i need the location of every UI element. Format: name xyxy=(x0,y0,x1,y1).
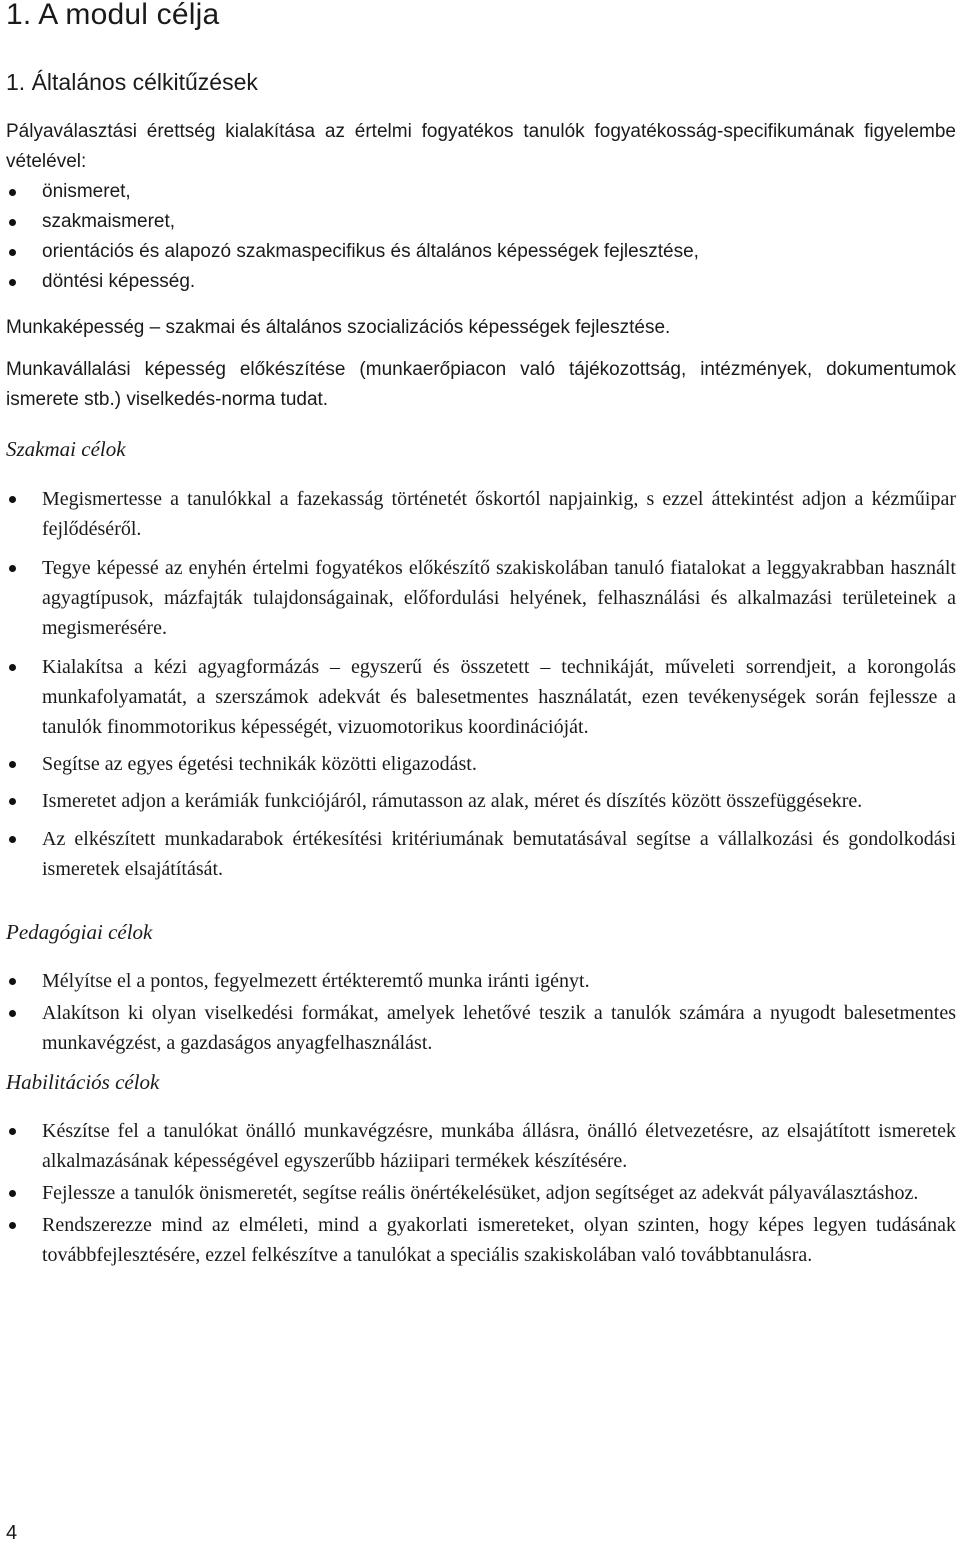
list-item: Megismertesse a tanulókkal a fazekasság történetét őskortól napjainkig, s ezzel áttekintést adjon a kézműipar fejlődéséről. xyxy=(6,484,956,544)
employment-paragraph: Munkavállalási képesség előkészítése (munkaerőpiacon való tájékozottság, intézmények, dokumentumok ismerete stb.) viselkedés-norma tudat. xyxy=(6,359,956,410)
bullet-icon xyxy=(9,761,16,768)
bullet-icon xyxy=(9,1222,16,1229)
bullet-icon xyxy=(9,189,16,196)
page-heading: 1. A modul célja xyxy=(6,0,220,31)
list-item: orientációs és alapozó szakmaspecifikus és általános képességek fejlesztése, xyxy=(6,237,956,267)
habilitation-goals-block xyxy=(6,1116,956,1270)
list-item: szakmaismeret, xyxy=(6,207,956,237)
bullet-icon xyxy=(9,798,16,805)
habilitation-goals-label: Habilitációs célok xyxy=(6,1070,160,1094)
habilitation-goals-list xyxy=(6,1116,956,1270)
list-item: Alakítson ki olyan viselkedési formákat, amelyek lehetővé teszik a tanulók számára a nyugodt balesetmentes munkavégzést, a gazdaságos anyagfelhasználást. xyxy=(6,998,956,1058)
list-item: Az elkészített munkadarabok értékesítési kritériumának bemutatásával segítse a vállalkozási és gondolkodási ismeretek elsajátítását. xyxy=(6,824,956,884)
intro-bullet-list xyxy=(6,177,956,297)
professional-goals-label: Szakmai célok xyxy=(6,437,126,461)
section-heading: 1. Általános célkitűzések xyxy=(6,69,258,95)
pedagogical-goals-label: Pedagógiai célok xyxy=(6,920,153,944)
bullet-icon xyxy=(9,249,16,256)
list-item: Tegye képessé az enyhén értelmi fogyatékos előkészítő szakiskolában tanuló fiatalokat a leggyakrabban használt agyagtípusok, mázfajták tulajdonságainak, előfordulási helyének, felhasználási és alkalmazási területeinek a megismerésére. xyxy=(6,553,956,643)
list-item: döntési képesség. xyxy=(6,267,956,297)
bullet-icon xyxy=(9,565,16,572)
bullet-icon xyxy=(9,1128,16,1135)
pedagogical-goals-list xyxy=(6,966,956,1058)
professional-goals-list xyxy=(6,484,956,884)
work-ability-paragraph: Munkaképesség – szakmai és általános szocializációs képességek fejlesztése. xyxy=(6,317,671,338)
bullet-icon xyxy=(9,219,16,226)
intro-block xyxy=(6,117,956,297)
list-item: Kialakítsa a kézi agyagformázás – egyszerű és összetett – technikáját, műveleti sorrendjeit, a korongolás munkafolyamatát, a szerszámok adekvát és balesetmentes használatát, ezen tevékenységek során fejlessze a tanulók finommotorikus képességét, vizuomotorikus koordinációját. xyxy=(6,652,956,742)
bullet-icon xyxy=(9,978,16,985)
bullet-icon xyxy=(9,664,16,671)
bullet-icon xyxy=(9,1190,16,1197)
bullet-icon xyxy=(9,1010,16,1017)
list-item: Ismeretet adjon a kerámiák funkciójáról, rámutasson az alak, méret és díszítés között összefüggésekre. xyxy=(6,786,956,816)
page-number: 4 xyxy=(6,1522,18,1544)
professional-goals-block xyxy=(6,484,956,884)
intro-paragraph: Pályaválasztási érettség kialakítása az értelmi fogyatékos tanulók fogyatékosság-specifikumának figyelembe vételével: xyxy=(6,121,956,172)
list-item: Rendszerezze mind az elméleti, mind a gyakorlati ismereteket, olyan szinten, hogy képes legyen tudásának továbbfejlesztésére, ezzel felkészítve a tanulókat a speciális szakiskolában való továbbtanulásra. xyxy=(6,1210,956,1270)
list-item: Mélyítse el a pontos, fegyelmezett értékteremtő munka iránti igényt. xyxy=(6,966,956,996)
bullet-icon xyxy=(9,836,16,843)
list-item: Fejlessze a tanulók önismeretét, segítse reális önértékelésüket, adjon segítséget az adekvát pályaválasztáshoz. xyxy=(6,1178,956,1208)
pedagogical-goals-block xyxy=(6,966,956,1058)
list-item: Készítse fel a tanulókat önálló munkavégzésre, munkába állásra, önálló életvezetésre, az elsajátított ismeretek alkalmazásának képességével egyszerűbb háziipari termékek készítésére. xyxy=(6,1116,956,1176)
list-item: önismeret, xyxy=(6,177,956,207)
bullet-icon xyxy=(9,496,16,503)
bullet-icon xyxy=(9,279,16,286)
list-item: Segítse az egyes égetési technikák közötti eligazodást. xyxy=(6,749,956,779)
